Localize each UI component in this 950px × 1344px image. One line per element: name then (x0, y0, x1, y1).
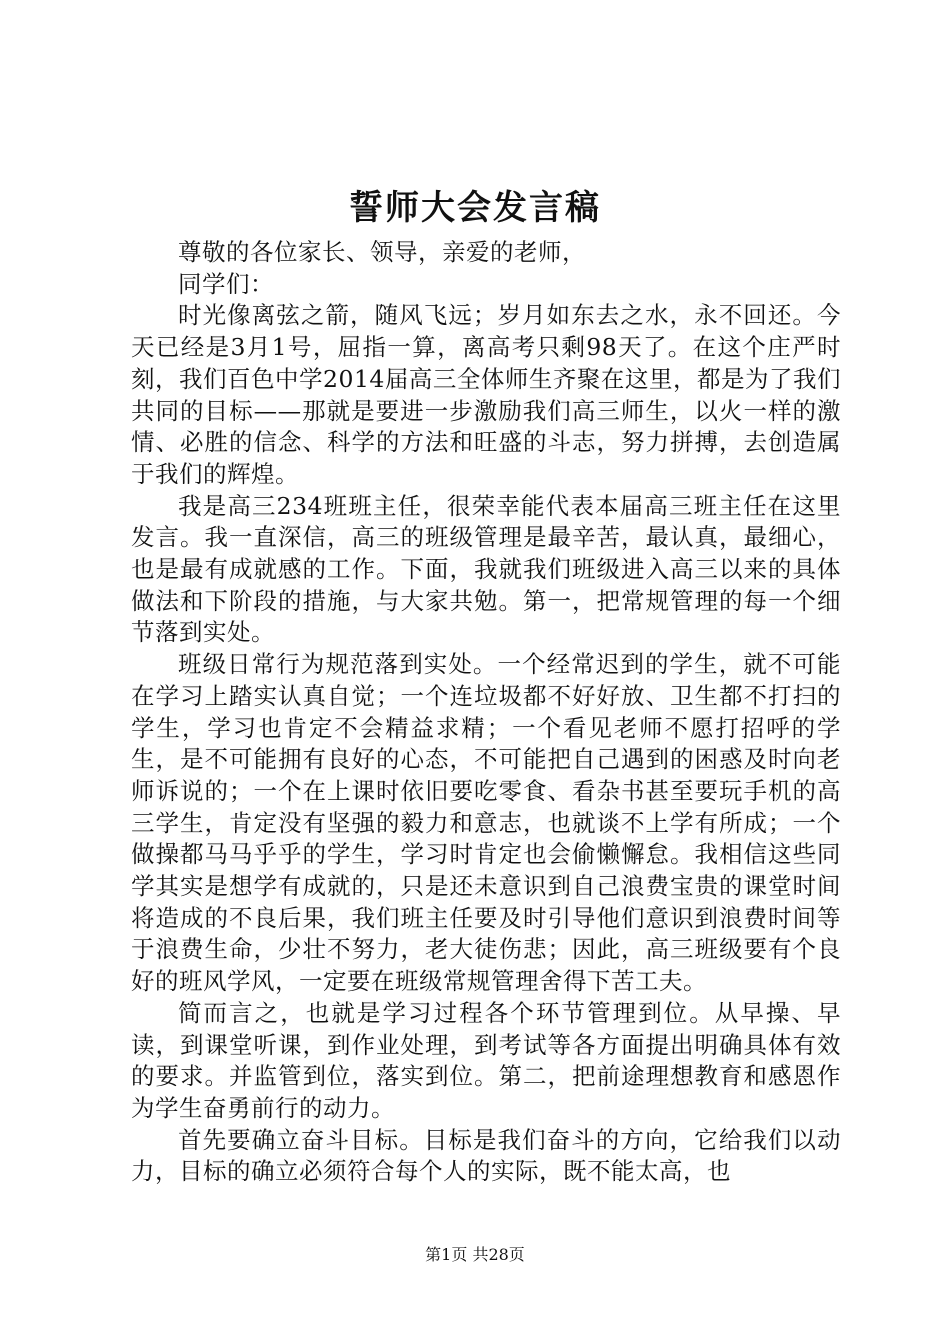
salutation-line-2: 同学们： (178, 269, 274, 298)
paragraph-4: 简而言之，也就是学习过程各个环节管理到位。从早操、早读，到课堂听课，到作业处理，到考试等各方面提出明确具体有效的要求。并监管到位，落实到位。第二，把前途理想教育和感恩作为学生奋勇前行的动力。 (131, 998, 841, 1122)
page-number-footer: 第1页 共28页 (425, 1245, 525, 1264)
document-title: 誓师大会发言稿 (349, 188, 601, 228)
paragraph-2: 我是高三234班班主任，很荣幸能代表本届高三班主任在这里发言。我一直深信，高三的班级管理是最辛苦，最认真，最细心，也是最有成就感的工作。下面，我就我们班级进入高三以来的具体做法和下阶段的措施，与大家共勉。第一，把常规管理的每一个细节落到实处。 (131, 491, 841, 647)
paragraph-5: 首先要确立奋斗目标。目标是我们奋斗的方向，它给我们以动力，目标的确立必须符合每个人的实际，既不能太高，也 (131, 1125, 841, 1186)
document-body (131, 237, 841, 1188)
paragraph-1: 时光像离弦之箭，随风飞远；岁月如东去之水，永不回还。今天已经是3月1号，屈指一算，离高考只剩98天了。在这个庄严时刻，我们百色中学2014届高三全体师生齐聚在这里，都是为了我们共同的目标——那就是要进一步激励我们高三师生，以火一样的激情、必胜的信念、科学的方法和旺盛的斗志，努力拼搏，去创造属于我们的辉煌。 (131, 301, 841, 488)
paragraph-3: 班级日常行为规范落到实处。一个经常迟到的学生，就不可能在学习上踏实认真自觉；一个连垃圾都不好好放、卫生都不打扫的学生，学习也肯定不会精益求精；一个看见老师不愿打招呼的学生，是不可能拥有良好的心态，不可能把自己遇到的困惑及时向老师诉说的；一个在上课时依旧要吃零食、看杂书甚至要玩手机的高三学生，肯定没有坚强的毅力和意志，也就谈不上学有所成；一个做操都马马乎乎的学生，学习时肯定也会偷懒懈怠。我相信这些同学其实是想学有成就的，只是还未意识到自己浪费宝贵的课堂时间将造成的不良后果，我们班主任要及时引导他们意识到浪费时间等于浪费生命，少壮不努力，老大徒伤悲；因此，高三班级要有个良好的班风学风，一定要在班级常规管理舍得下苦工夫。 (131, 650, 841, 996)
salutation-line-1: 尊敬的各位家长、领导，亲爱的老师， (178, 238, 586, 266)
